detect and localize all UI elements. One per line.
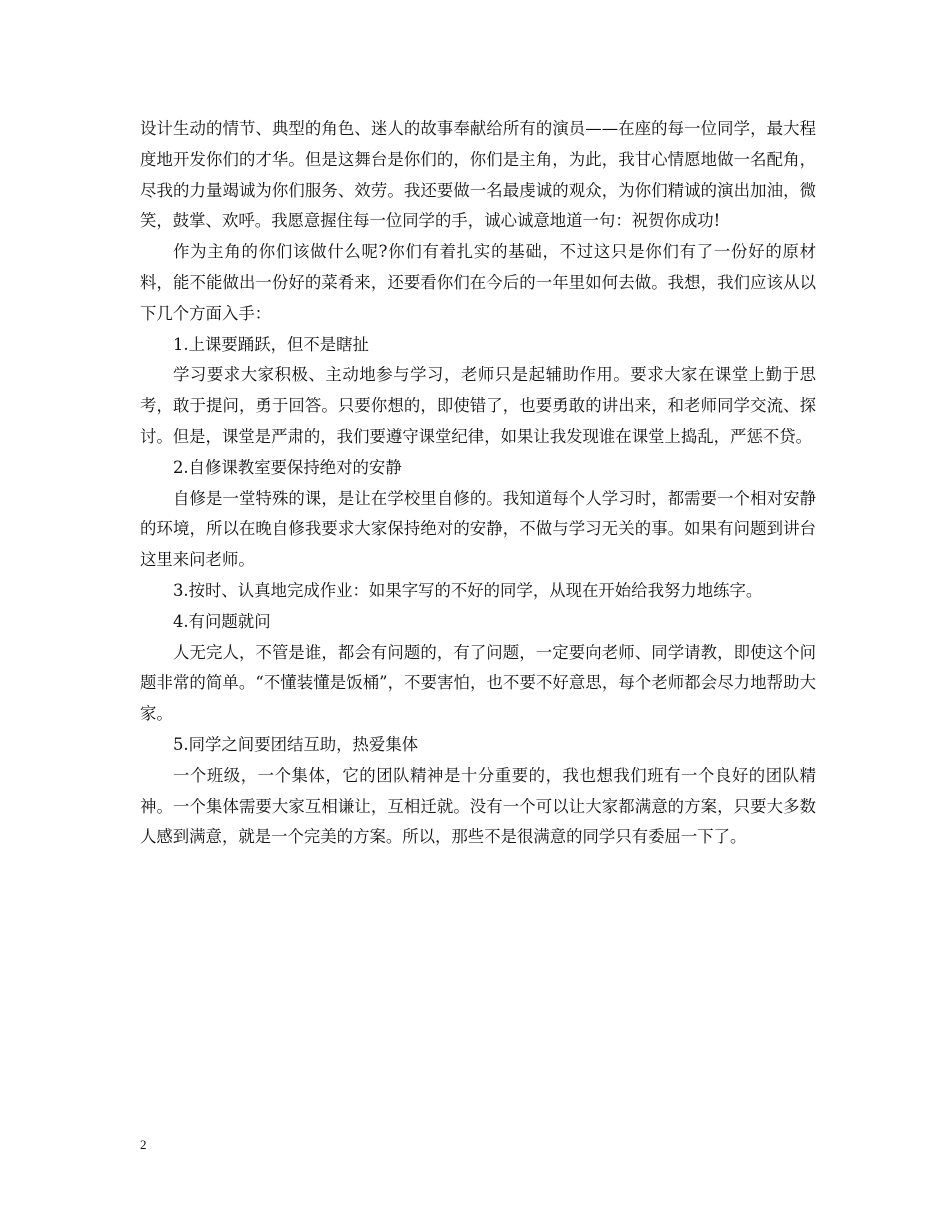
section-heading-5: 5.同学之间要团结互助，热爱集体 [173, 734, 419, 754]
document-body [140, 114, 816, 853]
page-number: 2 [140, 1137, 147, 1152]
section-heading-4: 4.有问题就问 [173, 611, 271, 631]
paragraph-section-5: 一个班级，一个集体，它的团队精神是十分重要的，我也想我们班有一个良好的团队精神。一个集体需要大家互相谦让，互相迁就。没有一个可以让大家都满意的方案，只要大多数人感到满意，就是一个完美的方案。所以，那些不是很满意的同学只有委屈一下了。 [140, 765, 816, 847]
section-heading-2: 2.自修课教室要保持绝对的安静 [173, 457, 402, 477]
paragraph-section-2: 自修是一堂特殊的课，是让在学校里自修的。我知道每个人学习时，都需要一个相对安静的环境，所以在晚自修我要求大家保持绝对的安静，不做与学习无关的事。如果有问题到讲台这里来问老师。 [140, 488, 816, 570]
paragraph-section-4: 人无完人，不管是谁，都会有问题的，有了问题，一定要向老师、同学请教，即使这个问题非常的简单。“不懂装懂是饭桶”，不要害怕，也不要不好意思，每个老师都会尽力地帮助大家。 [140, 642, 816, 724]
section-heading-1: 1.上课要踊跃，但不是瞎扯 [173, 334, 369, 354]
paragraph-protagonist: 作为主角的你们该做什么呢?你们有着扎实的基础，不过这只是你们有了一份好的原材料，能不能做出一份好的菜肴来，还要看你们在今后的一年里如何去做。我想，我们应该从以下几个方面入手： [140, 242, 816, 323]
section-heading-3: 3.按时、认真地完成作业：如果字写的不好的同学，从现在开始给我努力地练字。 [173, 580, 763, 600]
paragraph-section-1: 学习要求大家积极、主动地参与学习，老师只是起辅助作用。要求大家在课堂上勤于思考，敢于提问，勇于回答。只要你想的，即使错了，也要勇敢的讲出来，和老师同学交流、探讨。但是，课堂是严肃的，我们要遵守课堂纪律，如果让我发现谁在课堂上捣乱，严惩不贷。 [140, 365, 816, 446]
paragraph-continuation: 设计生动的情节、典型的角色、迷人的故事奉献给所有的演员——在座的每一位同学，最大程度地开发你们的才华。但是这舞台是你们的，你们是主角，为此，我甘心情愿地做一名配角，尽我的力量竭诚为你们服务、效劳。我还要做一名最虔诚的观众，为你们精诚的演出加油，微笑，鼓掌、欢呼。我愿意握住每一位同学的手，诚心诚意地道一句：祝贺你成功! [140, 119, 816, 231]
